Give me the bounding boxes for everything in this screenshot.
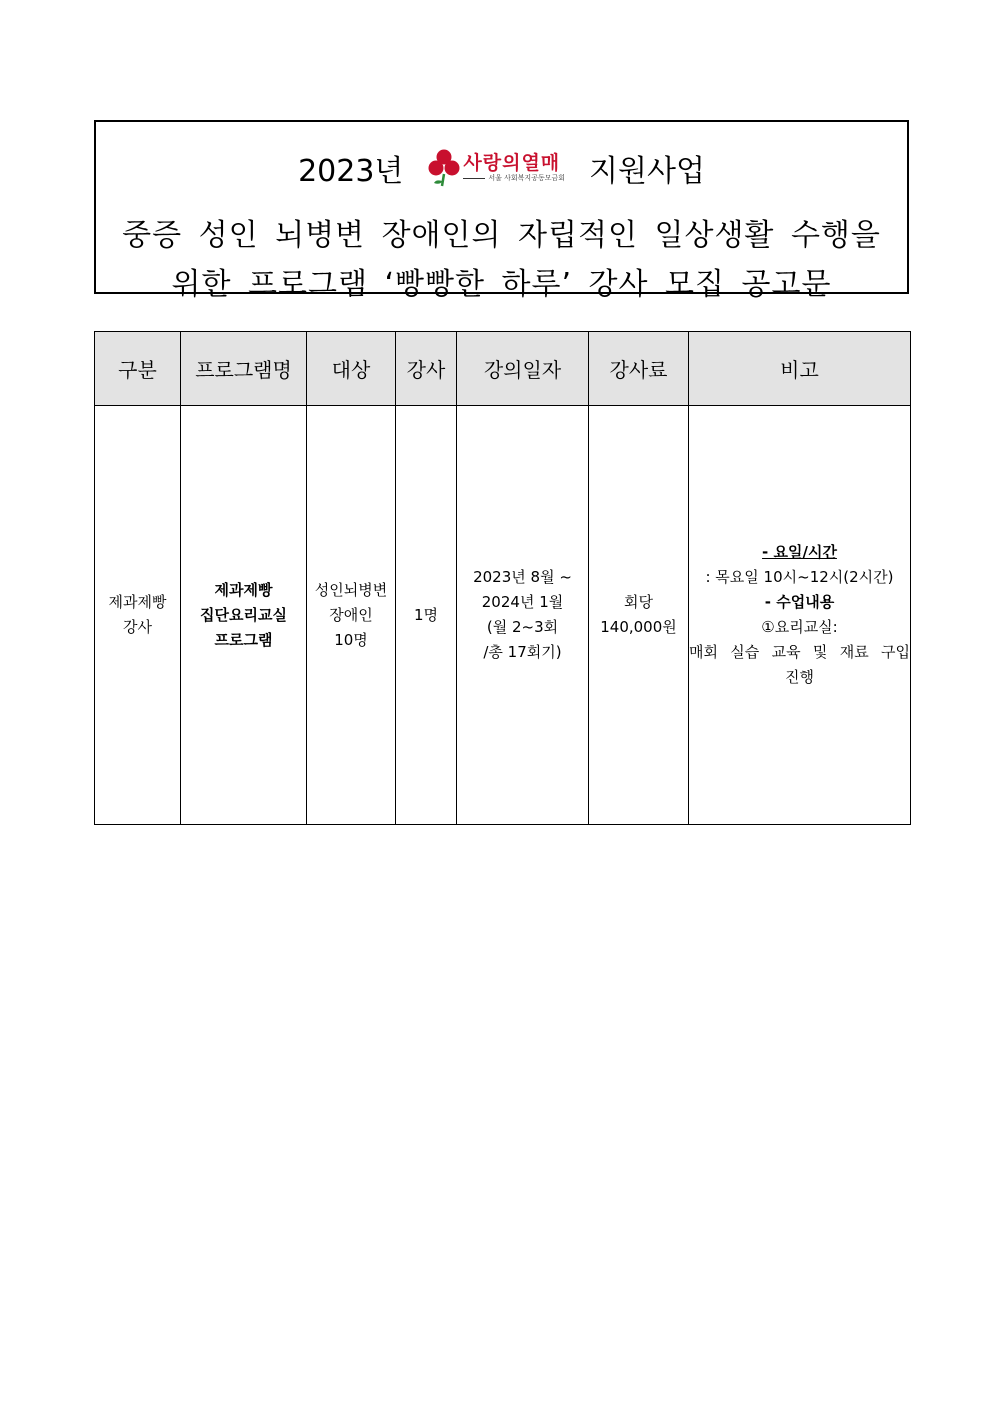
title-suffix: 지원사업 (589, 154, 705, 189)
cell-dates (457, 406, 589, 825)
category-line: 제과제빵 (108, 593, 167, 611)
dates-line: 2023년 8월 ~ (473, 568, 572, 586)
cell-category (95, 406, 181, 825)
header-category: 구분 (95, 332, 181, 406)
cell-instructor: 1명 (396, 406, 457, 825)
title-line-3: 위한 프로그램 ‘빵빵한 하루’ 강사 모집 공고문 (171, 267, 832, 302)
title-year: 2023년 (298, 154, 404, 189)
sponsor-logo (427, 148, 565, 188)
title-line-2: 중증 성인 뇌병변 장애인의 자립적인 일상생활 수행을 (122, 218, 881, 253)
content-item: ①요리교실: (761, 618, 838, 636)
dates-line: (월 2~3회 (486, 618, 559, 636)
category-line: 강사 (123, 618, 152, 636)
schedule-label: - 요일/시간 (762, 543, 837, 561)
logo-subtitle: 서울 사회복지공동모금회 (488, 174, 565, 182)
logo-name: 사랑의열매 (463, 152, 561, 174)
fee-line: 회당 (624, 593, 653, 611)
dates-line: 2024년 1월 (481, 593, 564, 611)
program-line: 집단요리교실 (200, 605, 287, 624)
cell-program (181, 406, 307, 825)
target-line: 10명 (334, 630, 368, 649)
content-detail-2: 진행 (785, 668, 814, 686)
title-box (94, 120, 909, 302)
cell-fee (589, 406, 689, 825)
header-dates: 강의일자 (457, 332, 589, 406)
schedule-value: : 목요일 10시~12시(2시간) (705, 568, 894, 586)
header-program: 프로그램명 (181, 332, 307, 406)
table-row (95, 406, 911, 825)
cell-target (307, 406, 396, 825)
table-header-row (95, 332, 911, 406)
header-remarks: 비고 (689, 332, 911, 406)
cell-remarks (689, 406, 911, 825)
content-label: - 수업내용 (764, 593, 835, 611)
program-line: 제과제빵 (214, 580, 273, 599)
target-line: 성인뇌병변 (314, 580, 388, 599)
target-line: 장애인 (329, 605, 373, 624)
three-fruit-icon (427, 148, 461, 188)
content-detail-1: 매회 실습 교육 및 재료 구입 (689, 643, 910, 661)
header-instructor: 강사 (396, 332, 457, 406)
header-target: 대상 (307, 332, 396, 406)
header-fee: 강사료 (589, 332, 689, 406)
recruitment-table (94, 331, 911, 825)
dates-line: /총 17회기) (483, 643, 562, 661)
fee-line: 140,000원 (600, 618, 677, 636)
program-line: 프로그램 (214, 630, 273, 649)
title-line-1 (96, 146, 907, 190)
